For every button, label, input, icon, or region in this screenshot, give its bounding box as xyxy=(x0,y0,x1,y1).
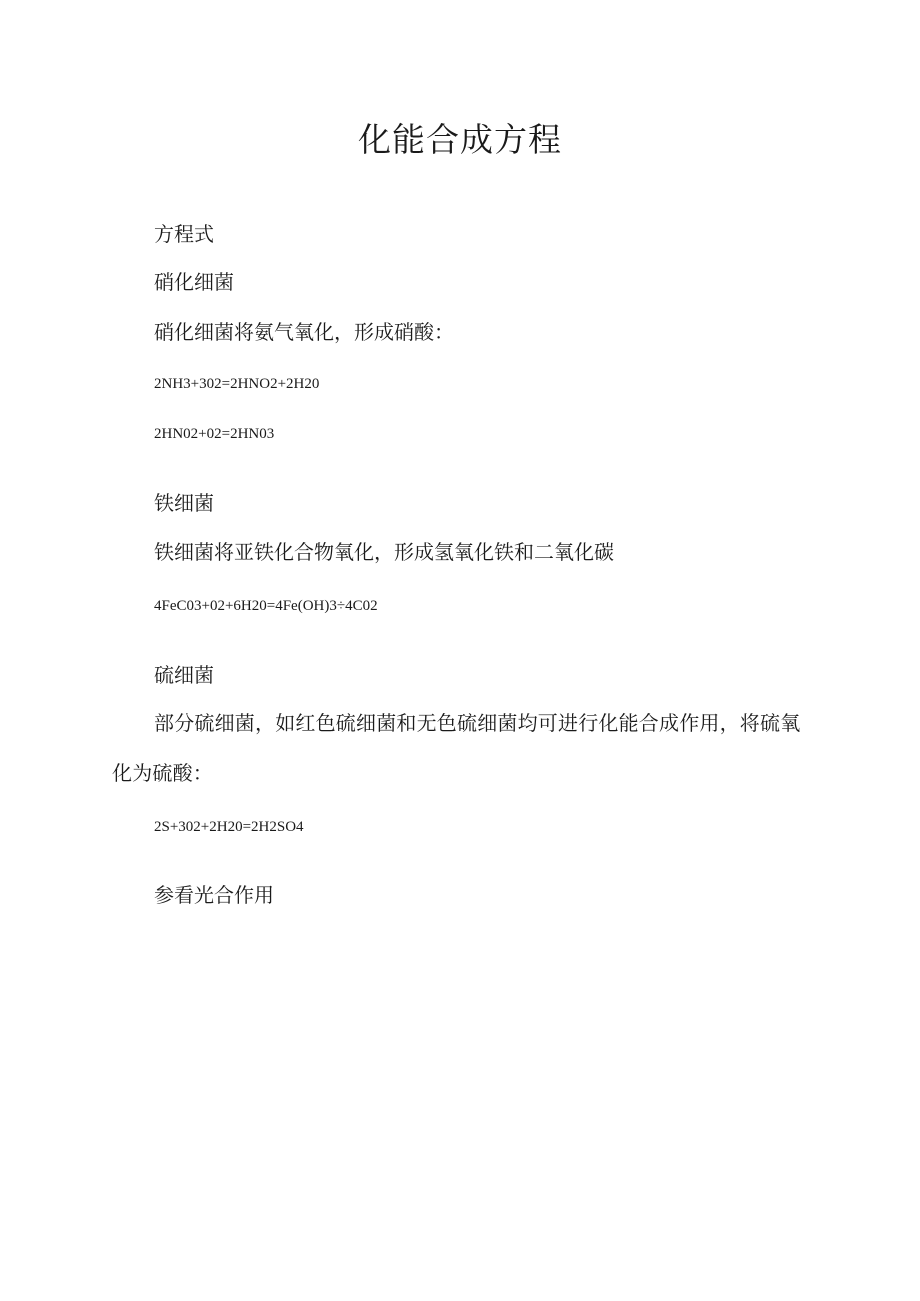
sulfur-bacteria-heading: 硫细菌 xyxy=(154,663,214,687)
sulfur-bacteria-description: 部分硫细菌，如红色硫细菌和无色硫细菌均可进行化能合成作用，将硫氧化为硫酸： xyxy=(112,711,801,785)
nitrifying-bacteria-heading: 硝化细菌 xyxy=(154,270,234,294)
nitrifying-equation-2: 2HN02+02=2HN03 xyxy=(154,426,275,442)
iron-bacteria-heading: 铁细菌 xyxy=(154,491,214,515)
see-also-link-text: 参看光合作用 xyxy=(154,883,274,907)
nitrifying-equation-1: 2NH3+302=2HNO2+2H20 xyxy=(154,376,320,392)
sulfur-equation-1: 2S+302+2H20=2H2SO4 xyxy=(154,819,304,835)
nitrifying-bacteria-description: 硝化细菌将氨气氧化，形成硝酸： xyxy=(154,320,454,344)
document-title: 化能合成方程 xyxy=(358,120,562,159)
equations-heading: 方程式 xyxy=(154,222,214,246)
iron-equation-1: 4FeC03+02+6H20=4Fe(OH)3÷4C02 xyxy=(154,598,378,614)
iron-bacteria-description: 铁细菌将亚铁化合物氧化，形成氢氧化铁和二氧化碳 xyxy=(154,540,614,564)
